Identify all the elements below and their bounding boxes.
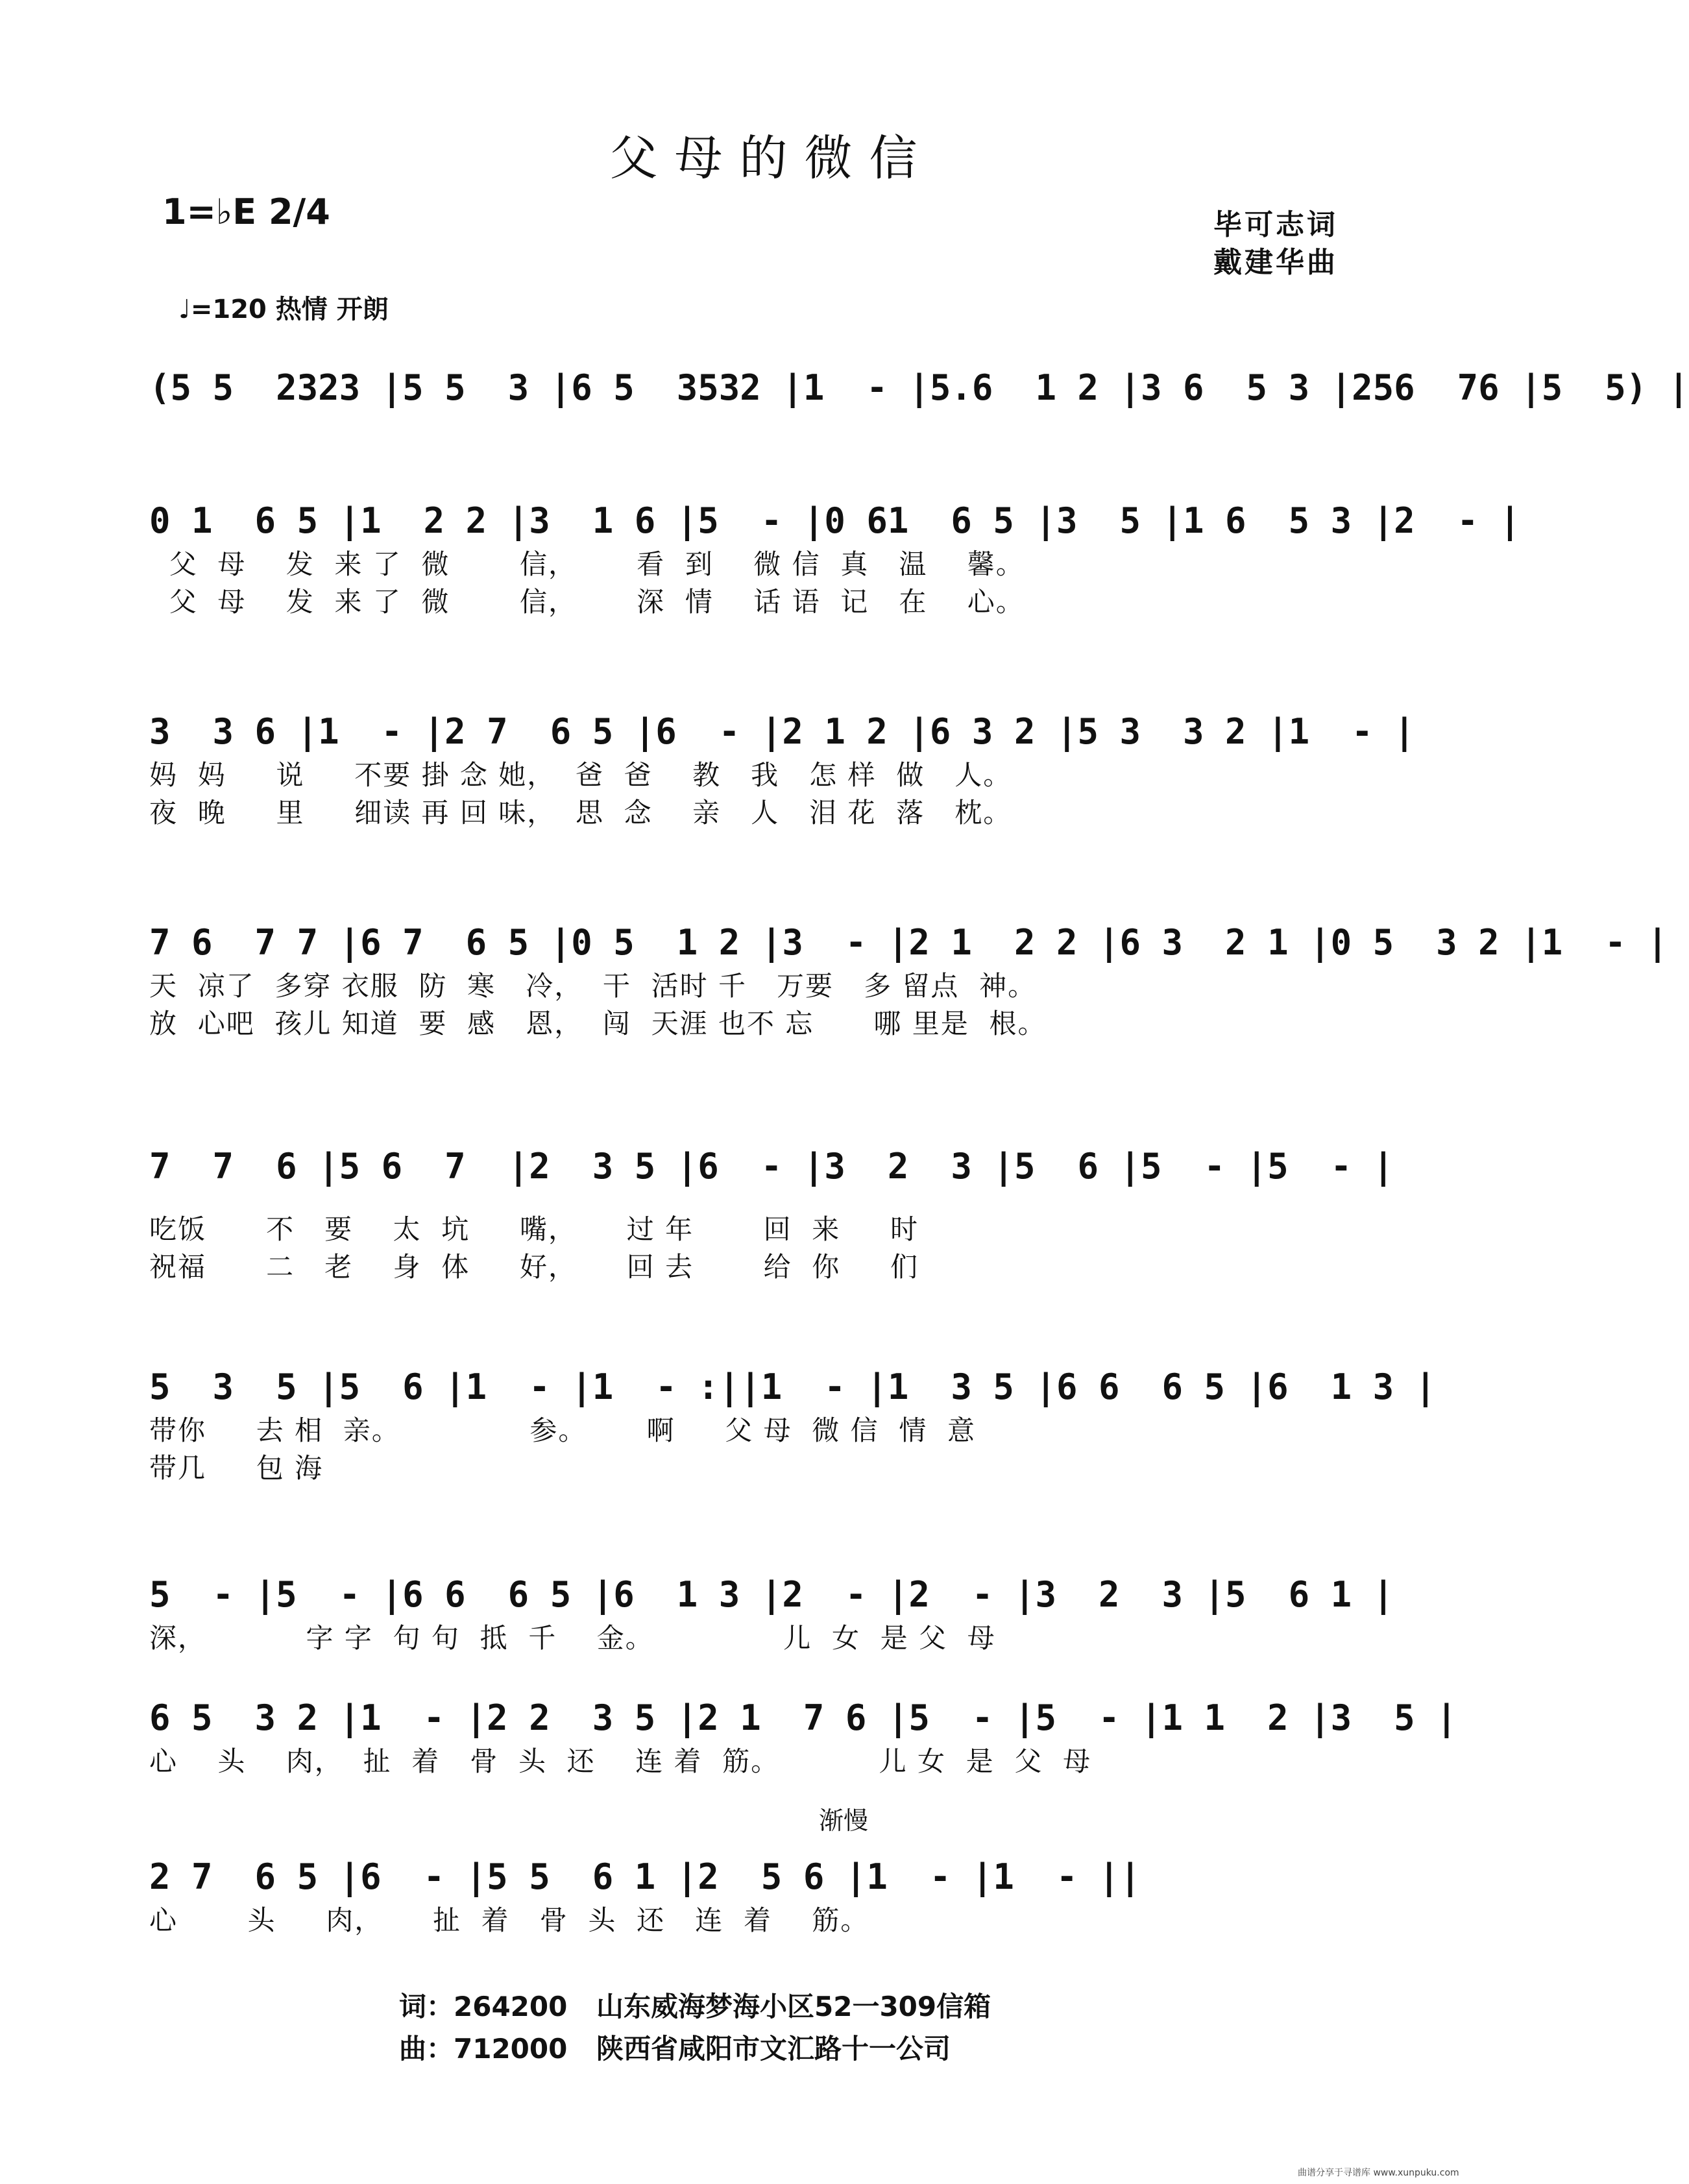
lyric-line: 心 头 肉， 扯 着 骨 头 还 连 着 筋。 (149, 1904, 869, 1936)
score-system (149, 707, 1415, 832)
score-system (149, 918, 1668, 1043)
lyric-verse-2: 夜 晚 里 细读 再 回 味， 思 念 亲 人 泪 花 落 枕。 (149, 797, 1012, 829)
composer-address (399, 2028, 951, 2067)
notation-line: 0 1 6 5 |1 2 2 |3 1 6 |5 - |0 61 6 5 |3 5 |1 6 5 3 |2 - | (149, 500, 1521, 541)
lyricist-address (399, 1985, 991, 2024)
score-system (149, 496, 1521, 621)
composer-mail-address: 陕西省咸阳市文汇路十一公司 (596, 2033, 951, 2065)
watermark: 曲谱分享于寻谱库 www.xunpuku.com (1298, 2168, 1459, 2178)
notation-line: 7 7 6 |5 6 7 |2 3 5 |6 - |3 2 3 |5 6 |5 - |5 - | (149, 1146, 1394, 1187)
composer-credit: 戴建华曲 (1213, 246, 1338, 279)
composer-label: 曲： (399, 2033, 454, 2065)
score-system (149, 1142, 1405, 1286)
notation-line: 6 5 3 2 |1 - |2 2 3 5 |2 1 7 6 |5 - |5 - |1 1 2 |3 5 | (149, 1697, 1457, 1738)
notation-line: 3 3 6 |1 - |2 7 6 5 |6 - |2 1 2 |6 3 2 |5 3 3 2 |1 - | (149, 711, 1415, 752)
lyricist-label: 词： (399, 1991, 454, 2022)
notation-line: 2 7 6 5 |6 - |5 5 6 1 |2 5 6 |1 - |1 - || (149, 1856, 1141, 1897)
song-title: 父母的微信 (609, 130, 934, 186)
lyric-verse-2: 放 心吧 孩儿 知道 要 感 恩， 闯 天涯 也不 忘 哪 里是 根。 (149, 1008, 1047, 1039)
lyric-verse-2: 祝福 二 老 身 体 好， 回 去 给 你 们 (149, 1251, 919, 1283)
notation-line: (5 5 2323 |5 5 3 |6 5 3532 |1 - |5.6 1 2 |3 6 5 3 |256 76 |5 5) | (149, 367, 1689, 408)
lyric-verse-1: 父 母 发 来 了 微 信， 看 到 微 信 真 温 馨。 (149, 548, 1025, 580)
lyric-verse-1: 天 凉了 多穿 衣服 防 寒 冷， 干 活时 千 万要 多 留点 神。 (149, 970, 1037, 1002)
lyric-verse-2: 父 母 发 来 了 微 信， 深 情 话 语 记 在 心。 (149, 586, 1025, 618)
lyric-verse-1: 吃饭 不 要 太 坑 嘴， 过 年 回 来 时 (149, 1213, 919, 1245)
notation-line: 7 6 7 7 |6 7 6 5 |0 5 1 2 |3 - |2 1 2 2 |6 3 2 1 |0 5 3 2 |1 - | (149, 922, 1668, 963)
lyric-verse-2: 带几 包 海 (149, 1452, 324, 1484)
score-system (149, 1852, 1405, 1939)
lyricist-mail-address: 山东威海梦海小区52一309信箱 (596, 1991, 991, 2022)
lyric-verse-1: 妈 妈 说 不要 掛 念 她， 爸 爸 教 我 怎 样 做 人。 (149, 759, 1012, 791)
lyric-line: 心 头 肉， 扯 着 骨 头 还 连 着 筋。 儿 女 是 父 母 (149, 1745, 1092, 1777)
key-signature: 1=♭E 2/4 (162, 191, 330, 232)
score-system-intro (149, 363, 1689, 413)
lyric-line: 深， 字 字 句 句 抵 千 金。 儿 女 是 父 母 (149, 1622, 996, 1654)
score-system (149, 1570, 1405, 1657)
composer-postcode: 712000 (454, 2033, 568, 2065)
tempo-marking: ♩=120 热情 开朗 (178, 295, 389, 324)
ritardando-marking: 渐慢 (819, 1806, 869, 1835)
notation-line: 5 3 5 |5 6 |1 - |1 - :||1 - |1 3 5 |6 6 6 5 |6 1 3 | (149, 1366, 1437, 1407)
lyric-verse-1: 带你 去 相 亲。 参。 啊 父 母 微 信 情 意 (149, 1414, 977, 1446)
score-system (149, 1693, 1457, 1780)
notation-line: 5 - |5 - |6 6 6 5 |6 1 3 |2 - |2 - |3 2 3 |5 6 1 | (149, 1574, 1394, 1615)
lyricist-postcode: 264200 (454, 1991, 568, 2022)
lyricist-credit: 毕可志词 (1213, 208, 1338, 241)
score-system (149, 1363, 1437, 1487)
